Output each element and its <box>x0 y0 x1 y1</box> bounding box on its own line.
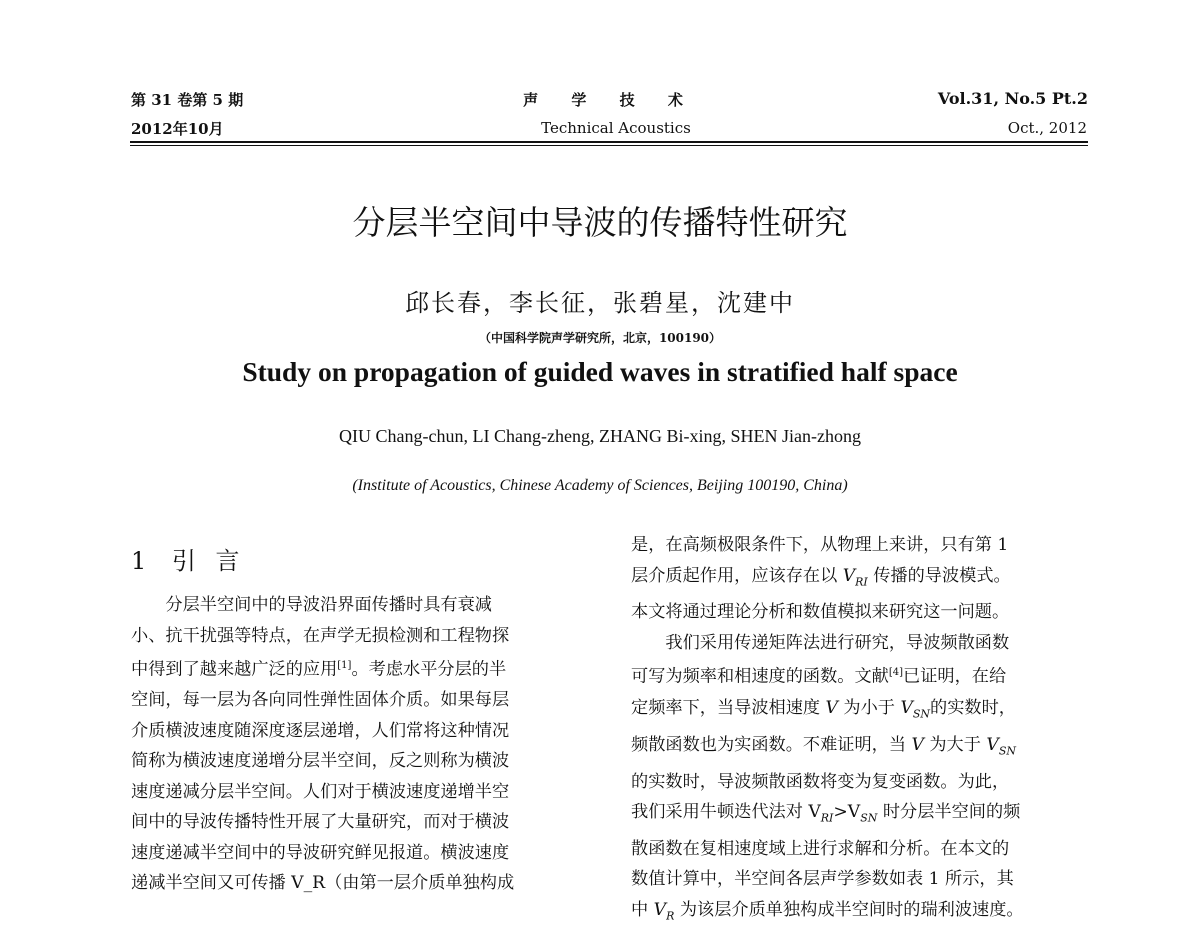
left-column-text <box>131 590 589 899</box>
text-line: 频散函数也为实函数。不难证明，当 V 为大于 $V_{SN}$ <box>631 734 1016 758</box>
authors-cn: 邱长春，李长征，张碧星，沈建中 <box>405 289 795 317</box>
paper-title-cn: 分层半空间中导波的传播特性研究 <box>352 203 848 242</box>
section-title: 引 言 <box>171 547 246 575</box>
journal-volume-issue: 第 31 卷第 5 期 <box>131 91 244 109</box>
text-line: 可写为频率和相速度的函数。文献[4]已证明，在给 <box>631 667 1007 688</box>
journal-name-cn: 声 学 技 术 <box>523 91 697 109</box>
reference-4[interactable]: [4] <box>888 667 903 679</box>
journal-date: 2012年10月 <box>131 120 224 138</box>
text-line: 空间，每一层为各向同性弹性固体介质。如果每层 <box>131 690 510 711</box>
text-line: 定频率下，当导波相速度 V 为小于 $V_{SN}$的实数时， <box>631 697 1016 721</box>
text-line: 中得到了越来越广泛的应用[1]。考虑水平分层的半 <box>131 659 507 680</box>
right-column-text <box>631 530 1089 932</box>
text-line: 递减半空间又可传播 V_R（由第一层介质单独构成 <box>131 873 515 894</box>
journal-volume-en: Vol.31, No.5 Pt.2 <box>937 89 1088 108</box>
text-line: 的实数时，导波频散函数将变为复变函数。为此， <box>631 771 1010 792</box>
authors-en: QIU Chang-chun, LI Chang-zheng, ZHANG Bi-xing, SHEN Jian-zhong <box>339 426 861 446</box>
text-line: 是，在高频极限条件下，从物理上来讲，只有第 1 <box>631 535 1009 555</box>
text-line: 本文将通过理论分析和数值模拟来研究这一问题。 <box>631 602 1010 623</box>
header-rule-thin <box>130 145 1088 146</box>
paper-title-en: Study on propagation of guided waves in stratified half space <box>242 356 958 387</box>
text-line: 介质横波速度随深度逐层递增，人们常将这种情况 <box>131 720 510 741</box>
journal-date-en: Oct., 2012 <box>1007 119 1087 137</box>
journal-name-en: Technical Acoustics <box>541 119 691 137</box>
text-line: 简称为横波速度递增分层半空间，反之则称为横波 <box>131 751 510 772</box>
text-line: 小、抗干扰强等特点，在声学无损检测和工程物探 <box>131 625 510 646</box>
text-line: 分层半空间中的导波沿界面传播时具有衰减 <box>165 595 492 615</box>
affiliation-en: (Institute of Acoustics, Chinese Academy of Sciences, Beijing 100190, China) <box>352 477 848 494</box>
text-line: 数值计算中，半空间各层声学参数如表 1 所示，其 <box>631 869 1014 890</box>
text-line: 速度递减半空间中的导波研究鲜见报道。横波速度 <box>131 842 510 863</box>
section-heading <box>131 541 246 576</box>
reference-1[interactable]: [1] <box>337 660 352 671</box>
text-line: 我们采用传递矩阵法进行研究，导波频散函数 <box>665 632 1010 653</box>
text-line: 速度递减分层半空间。人们对于横波速度递增半空 <box>131 781 510 802</box>
section-number: 1 <box>131 547 153 575</box>
text-line: 我们采用牛顿迭代法对 $V_{RI}>V_{SN}$ 时分层半空间的频 <box>631 802 1021 825</box>
text-line: 层介质起作用，应该存在以 $V_{RI}$ 传播的导波模式。 <box>631 565 1011 588</box>
affiliation-cn: （中国科学院声学研究所，北京，100190） <box>478 331 722 345</box>
text-line: 间中的导波传播特性开展了大量研究，而对于横波 <box>131 812 510 833</box>
text-line: 散函数在复相速度域上进行求解和分析。在本文的 <box>631 838 1010 859</box>
header-rule-thick <box>130 141 1088 143</box>
text-line: 中 $V_R$ 为该层介质单独构成半空间时的瑞利波速度。 <box>631 899 1024 923</box>
